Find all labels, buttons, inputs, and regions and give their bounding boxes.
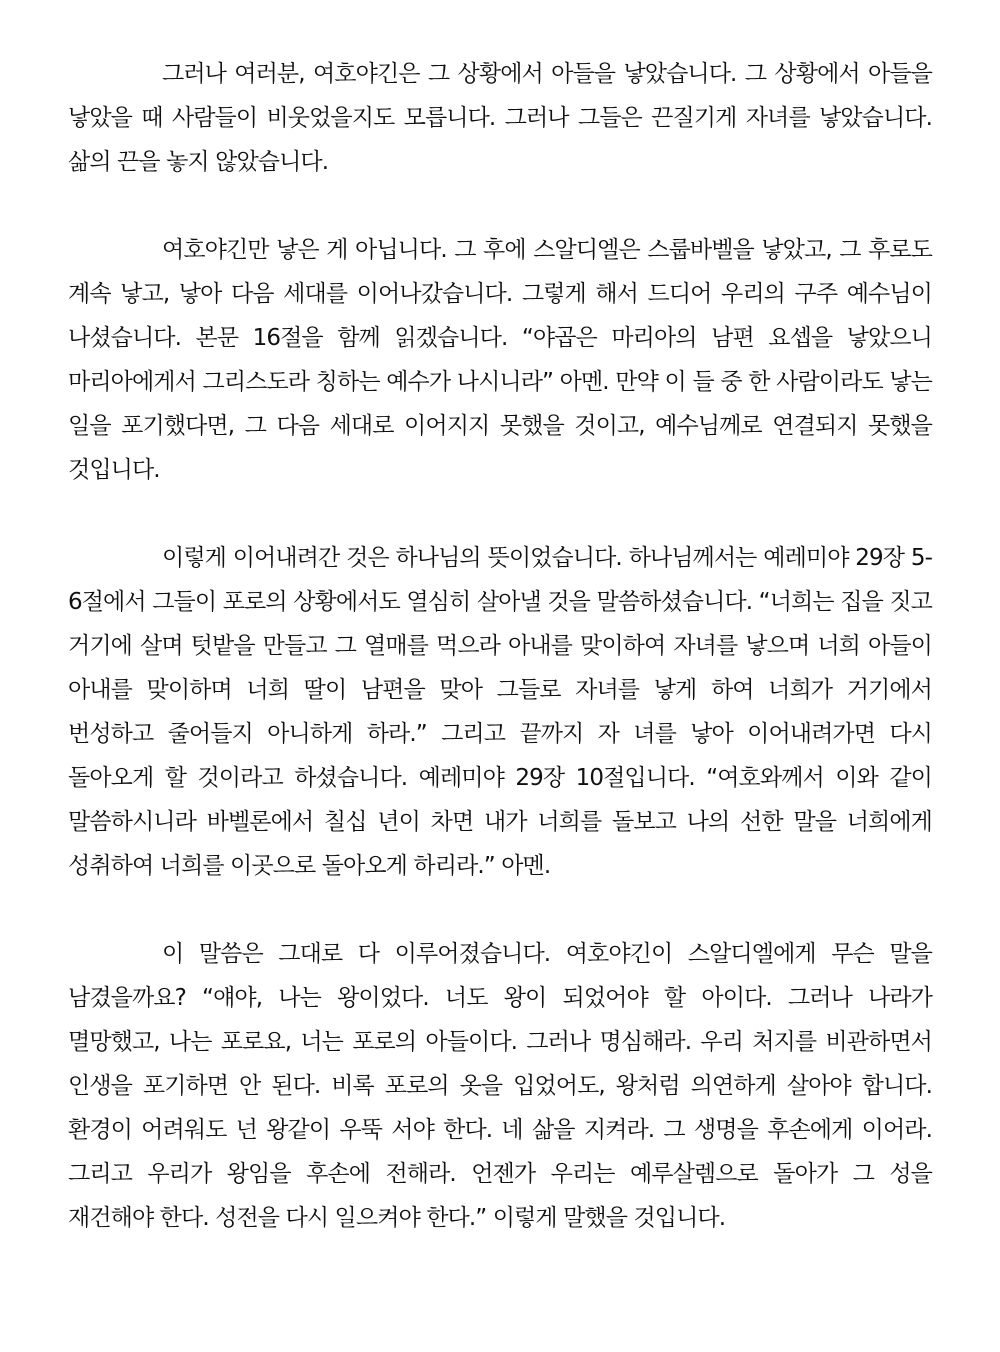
paragraph-1: 그러나 여러분, 여호야긴은 그 상황에서 아들을 낳았습니다. 그 상황에서 아들을 낳았을 때 사람들이 비웃었을지도 모릅니다. 그러나 그들은 끈질기게 자녀를 낳았습니다. 삶의 끈을 놓지 않았습니다. (68, 61, 932, 175)
paragraph-2: 여호야긴만 낳은 게 아닙니다. 그 후에 스알디엘은 스룹바벨을 낳았고, 그 후로도 계속 낳고, 낳아 다음 세대를 이어나갔습니다. 그렇게 해서 드디어 우리의 구주 예수님이 나셨습니다. 본문 16절을 함께 읽겠습니다. “야곱은 마리아의 남편 요셉을 낳았으니 마리아에게서 그리스도라 칭하는 예수가 나시니라” 아멘. 만약 이 들 중 한 사람이라도 낳는 일을 포기했다면, 그 다음 세대로 이어지지 못했을 것이고, 예수님께로 연결되지 못했을 것입니다. (68, 237, 932, 483)
document-page (68, 52, 932, 1240)
paragraph-4: 이 말씀은 그대로 다 이루어졌습니다. 여호야긴이 스알디엘에게 무슨 말을 남겼을까요? “얘야, 나는 왕이었다. 너도 왕이 되었어야 할 아이다. 그러나 나라가 멸망했고, 나는 포로요, 너는 포로의 아들이다. 그러나 명심해라. 우리 처지를 비관하면서 인생을 포기하면 안 된다. 비록 포로의 옷을 입었어도, 왕처럼 의연하게 살아야 합니다. 환경이 어려워도 넌 왕같이 우뚝 서야 한다. 네 삶을 지켜라. 그 생명을 후손에게 이어라. 그리고 우리가 왕임을 후손에 전해라. 언젠가 우리는 예루살렘으로 돌아가 그 성을 재건해야 한다. 성전을 다시 일으켜야 한다.” 이렇게 말했을 것입니다. (68, 941, 932, 1231)
paragraph-3: 이렇게 이어내려간 것은 하나님의 뜻이었습니다. 하나님께서는 예레미야 29장 5-6절에서 그들이 포로의 상황에서도 열심히 살아낼 것을 말씀하셨습니다. “너희는 집을 짓고 거기에 살며 텃밭을 만들고 그 열매를 먹으라 아내를 맞이하여 자녀를 낳으며 너희 아들이 아내를 맞이하며 너희 딸이 남편을 맞아 그들로 자녀를 낳게 하여 너희가 거기에서 번성하고 줄어들지 아니하게 하라.” 그리고 끝까지 자 녀를 낳아 이어내려가면 다시 돌아오게 할 것이라고 하셨습니다. 예레미야 29장 10절입니다. “여호와께서 이와 같이 말씀하시니라 바벨론에서 칠십 년이 차면 내가 너희를 돌보고 나의 선한 말을 너희에게 성취하여 너희를 이곳으로 돌아오게 하리라.” 아멘. (68, 545, 932, 879)
